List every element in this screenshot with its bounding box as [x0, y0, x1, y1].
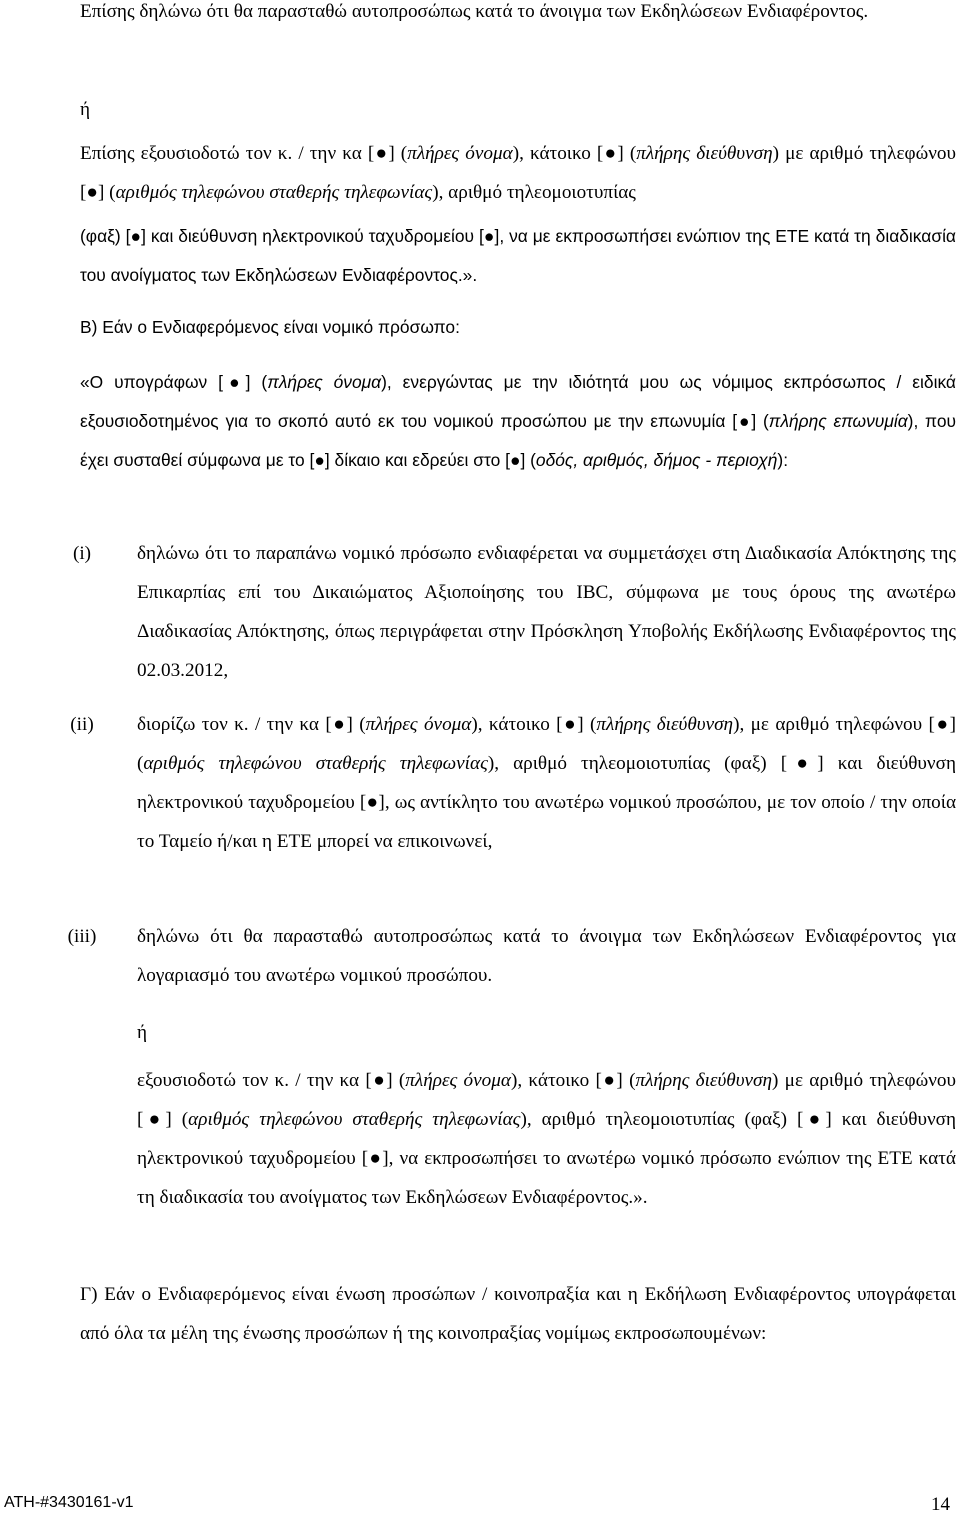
paragraph-authorize-individual-continued — [80, 217, 956, 295]
paragraph-declare-attend — [80, 0, 956, 31]
italic-placeholder: οδός, αριθμός, δήμος - περιοχή — [535, 450, 778, 470]
list-item-i — [137, 534, 956, 690]
list-number-ii: (ii) — [70, 714, 94, 735]
text-run: εξουσιοδοτώ τον κ. / την κα [●] ( — [137, 1070, 406, 1091]
text-run: ), κάτοικο [●] ( — [512, 143, 637, 164]
list-item-iii — [137, 917, 956, 995]
list-number-i: (i) — [72, 543, 92, 564]
or-separator: ή — [137, 1022, 148, 1043]
text-run: ), που έχει συσταθεί σύμφωνα με το [●] δίκαιο και εδρεύει στο [●] ( — [80, 411, 956, 470]
text-run: ), με αριθμό τηλεφώνου [●] ( — [137, 714, 956, 774]
page-number: 14 — [931, 1494, 950, 1515]
italic-placeholder: αριθμός τηλεφώνου σταθερής τηλεφωνίας — [188, 1109, 521, 1130]
text-run: «Ο υπογράφων [●] ( — [80, 372, 268, 392]
text-run: δηλώνω ότι θα παρασταθώ αυτοπροσώπως κατά το άνοιγμα των Εκδηλώσεων Ενδιαφέροντος για λογαριασμό του ανωτέρω νομικού προσώπου. — [137, 926, 956, 986]
text-run: ), αριθμό τηλεομοιοτυπίας (φαξ) [●] και διεύθυνση ηλεκτρονικού ταχυδρομείου [●], ως αντίκλητο του ανωτέρω νομικού προσώπου, με τον οποίο / την οποία το Ταμείο ή/και η ΕΤΕ μπορεί να επικοινωνεί, — [137, 753, 956, 852]
section-b-heading — [80, 308, 956, 347]
or-separator: ή — [80, 99, 91, 120]
text-run: ): — [777, 450, 789, 470]
italic-placeholder: πλήρες όνομα — [405, 1070, 511, 1091]
section-b-intro — [80, 363, 956, 480]
italic-placeholder: πλήρης διεύθυνση — [635, 1070, 773, 1091]
text-run: Γ) Εάν ο Ενδιαφερόμενος είναι ένωση προσώπων / κοινοπραξία και η Εκδήλωση Ενδιαφέροντος υπογράφεται από όλα τα μέλη της ένωσης προσώπων ή της κοινοπραξίας νομίμως εκπροσωπουμένων: — [80, 1284, 956, 1344]
text-run: Επίσης εξουσιοδοτώ τον κ. / την κα [●] ( — [80, 143, 408, 164]
list-item-ii — [137, 705, 956, 861]
heading-text: Β) Εάν ο Ενδιαφερόμενος είναι νομικό πρόσωπο: — [80, 317, 460, 337]
text-run: ), αριθμό τηλεομοιοτυπίας (φαξ) [●] και διεύθυνση ηλεκτρονικού ταχυδρομείου [●], να εκπροσωπήσει το ανωτέρω νομικό πρόσωπο ενώπιον της ΕΤΕ κατά τη διαδικασία του ανοίγματος των Εκδηλώσεων Ενδιαφέροντος.». — [137, 1109, 956, 1208]
text-run: ), ενεργώντας με την ιδιότητά μου ως νόμιμος εκπρόσωπος / ειδικά εξουσιοδοτημένος για το σκοπό αυτό εκ του νομικού προσώπου με την επωνυμία [●] ( — [80, 372, 956, 431]
italic-placeholder: αριθμός τηλεφώνου σταθερής τηλεφωνίας — [115, 182, 433, 203]
italic-placeholder: πλήρες όνομα — [407, 143, 513, 164]
text-run: Επίσης δηλώνω ότι θα παρασταθώ αυτοπροσώπως κατά το άνοιγμα των Εκδηλώσεων Ενδιαφέροντος. — [80, 1, 869, 22]
italic-placeholder: πλήρης διεύθυνση — [636, 143, 773, 164]
italic-placeholder: πλήρες όνομα — [365, 714, 472, 735]
italic-placeholder: αριθμός τηλεφώνου σταθερής τηλεφωνίας — [143, 753, 488, 774]
paragraph-authorize-representative — [137, 1061, 956, 1217]
section-c-paragraph — [80, 1275, 956, 1353]
italic-placeholder: πλήρες όνομα — [267, 372, 382, 392]
text-run: διορίζω τον κ. / την κα [●] ( — [137, 714, 366, 735]
italic-placeholder: πλήρης επωνυμία — [768, 411, 908, 431]
text-run: ), αριθμό τηλεομοιοτυπίας — [432, 182, 636, 203]
paragraph-authorize-individual — [80, 134, 956, 212]
document-id: ATH-#3430161-v1 — [4, 1494, 134, 1511]
text-run: ), κάτοικο [●] ( — [471, 714, 597, 735]
text-run: ), κάτοικο [●] ( — [510, 1070, 636, 1091]
text-run: ) με αριθμό τηλεφώνου [●] ( — [80, 143, 956, 203]
text-run: ) με αριθμό τηλεφώνου [●] ( — [137, 1070, 956, 1130]
italic-placeholder: πλήρης διεύθυνση — [596, 714, 734, 735]
list-number-iii: (iii) — [67, 926, 97, 947]
text-run: δηλώνω ότι το παραπάνω νομικό πρόσωπο ενδιαφέρεται να συμμετάσχει στη Διαδικασία Απόκτησης της Επικαρπίας επί του Δικαιώματος Αξιοποίησης του IBC, σύμφωνα με τους όρους της ανωτέρω Διαδικασίας Απόκτησης, όπως περιγράφεται στην Πρόσκληση Υποβολής Εκδήλωσης Ενδιαφέροντος της 02.03.2012, — [137, 543, 956, 681]
text-run: (φαξ) [●] και διεύθυνση ηλεκτρονικού ταχυδρομείου [●], να με εκπροσωπήσει ενώπιον της ΕΤΕ κατά τη διαδικασία του ανοίγματος των Εκδηλώσεων Ενδιαφέροντος.». — [80, 226, 956, 285]
